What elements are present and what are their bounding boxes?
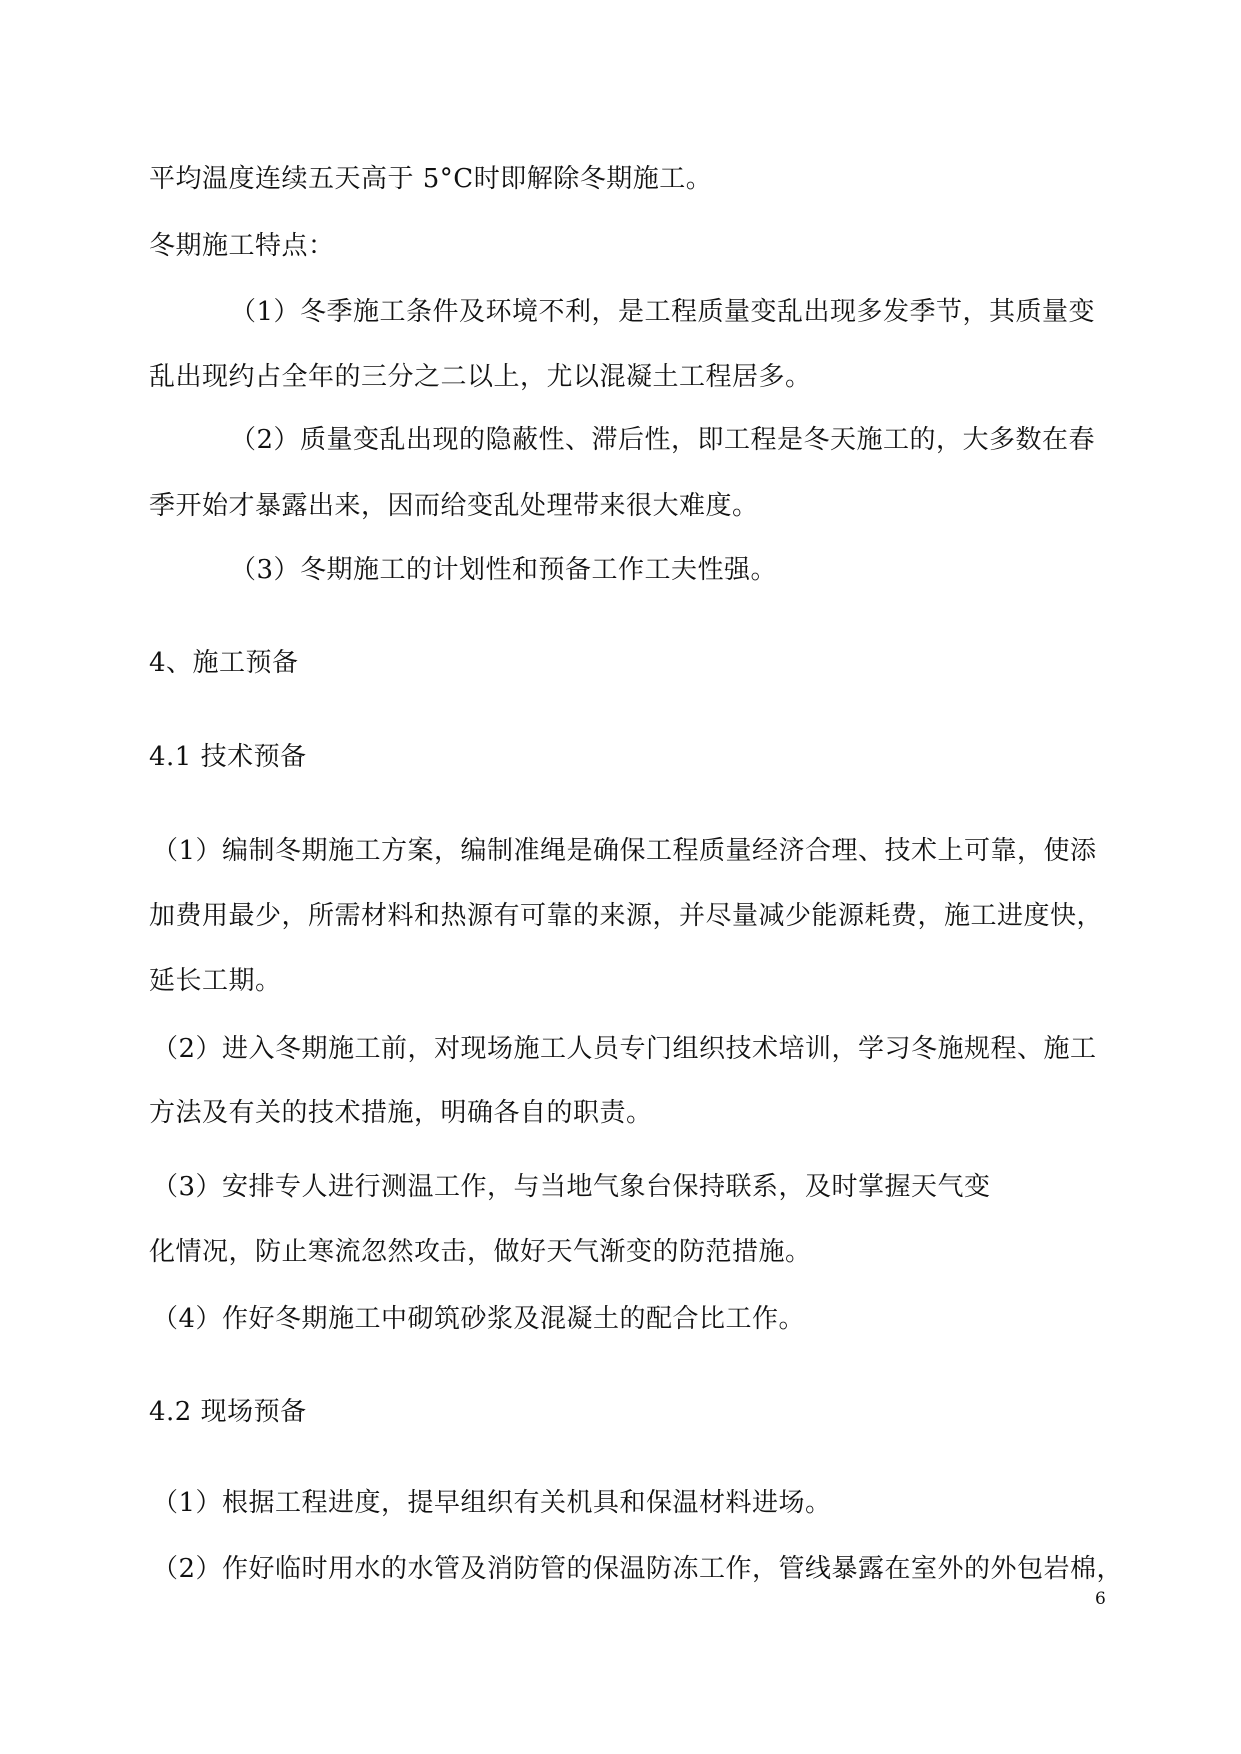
list-item: （2）作好临时用水的水管及消防管的保温防冻工作，管线暴露在室外的外包岩棉， [152,1554,1124,1584]
list-item: （2）质量变乱出现的隐蔽性、滞后性，即工程是冬天施工的，大多数在春 [230,425,1096,455]
heading: 4、施工预备 [149,648,299,678]
list-item: （3）安排专人进行测温工作，与当地气象台保持联系，及时掌握天气变 [152,1172,991,1202]
body-line: 方法及有关的技术措施，明确各自的职责。 [149,1098,653,1128]
body-line: 季开始才暴露出来，因而给变乱处理带来很大难度。 [149,491,759,521]
list-item: （2）进入冬期施工前，对现场施工人员专门组织技术培训，学习冬施规程、施工 [152,1034,1097,1064]
body-line: 乱出现约占全年的三分之二以上，尤以混凝土工程居多。 [149,362,812,392]
list-item: （3）冬期施工的计划性和预备工作工夫性强。 [230,555,778,585]
section-label: 冬期施工特点： [149,231,335,261]
subheading: 4.1 技术预备 [149,742,307,772]
list-item: （1）冬季施工条件及环境不利，是工程质量变乱出现多发季节，其质量变 [230,297,1096,327]
body-line: 加费用最少，所需材料和热源有可靠的来源，并尽量减少能源耗费，施工进度快， [149,901,1104,931]
list-item: （4）作好冬期施工中砌筑砂浆及混凝土的配合比工作。 [152,1304,806,1334]
body-line: 延长工期。 [149,966,282,996]
page-number: 6 [1095,1589,1106,1609]
subheading: 4.2 现场预备 [149,1397,307,1427]
list-item: （1）根据工程进度，提早组织有关机具和保温材料进场。 [152,1488,832,1518]
body-line: 化情况，防止寒流忽然攻击，做好天气渐变的防范措施。 [149,1237,812,1267]
list-item: （1）编制冬期施工方案，编制准绳是确保工程质量经济合理、技术上可靠，使添 [152,836,1097,866]
body-line: 平均温度连续五天高于 5°C时即解除冬期施工。 [149,164,713,194]
